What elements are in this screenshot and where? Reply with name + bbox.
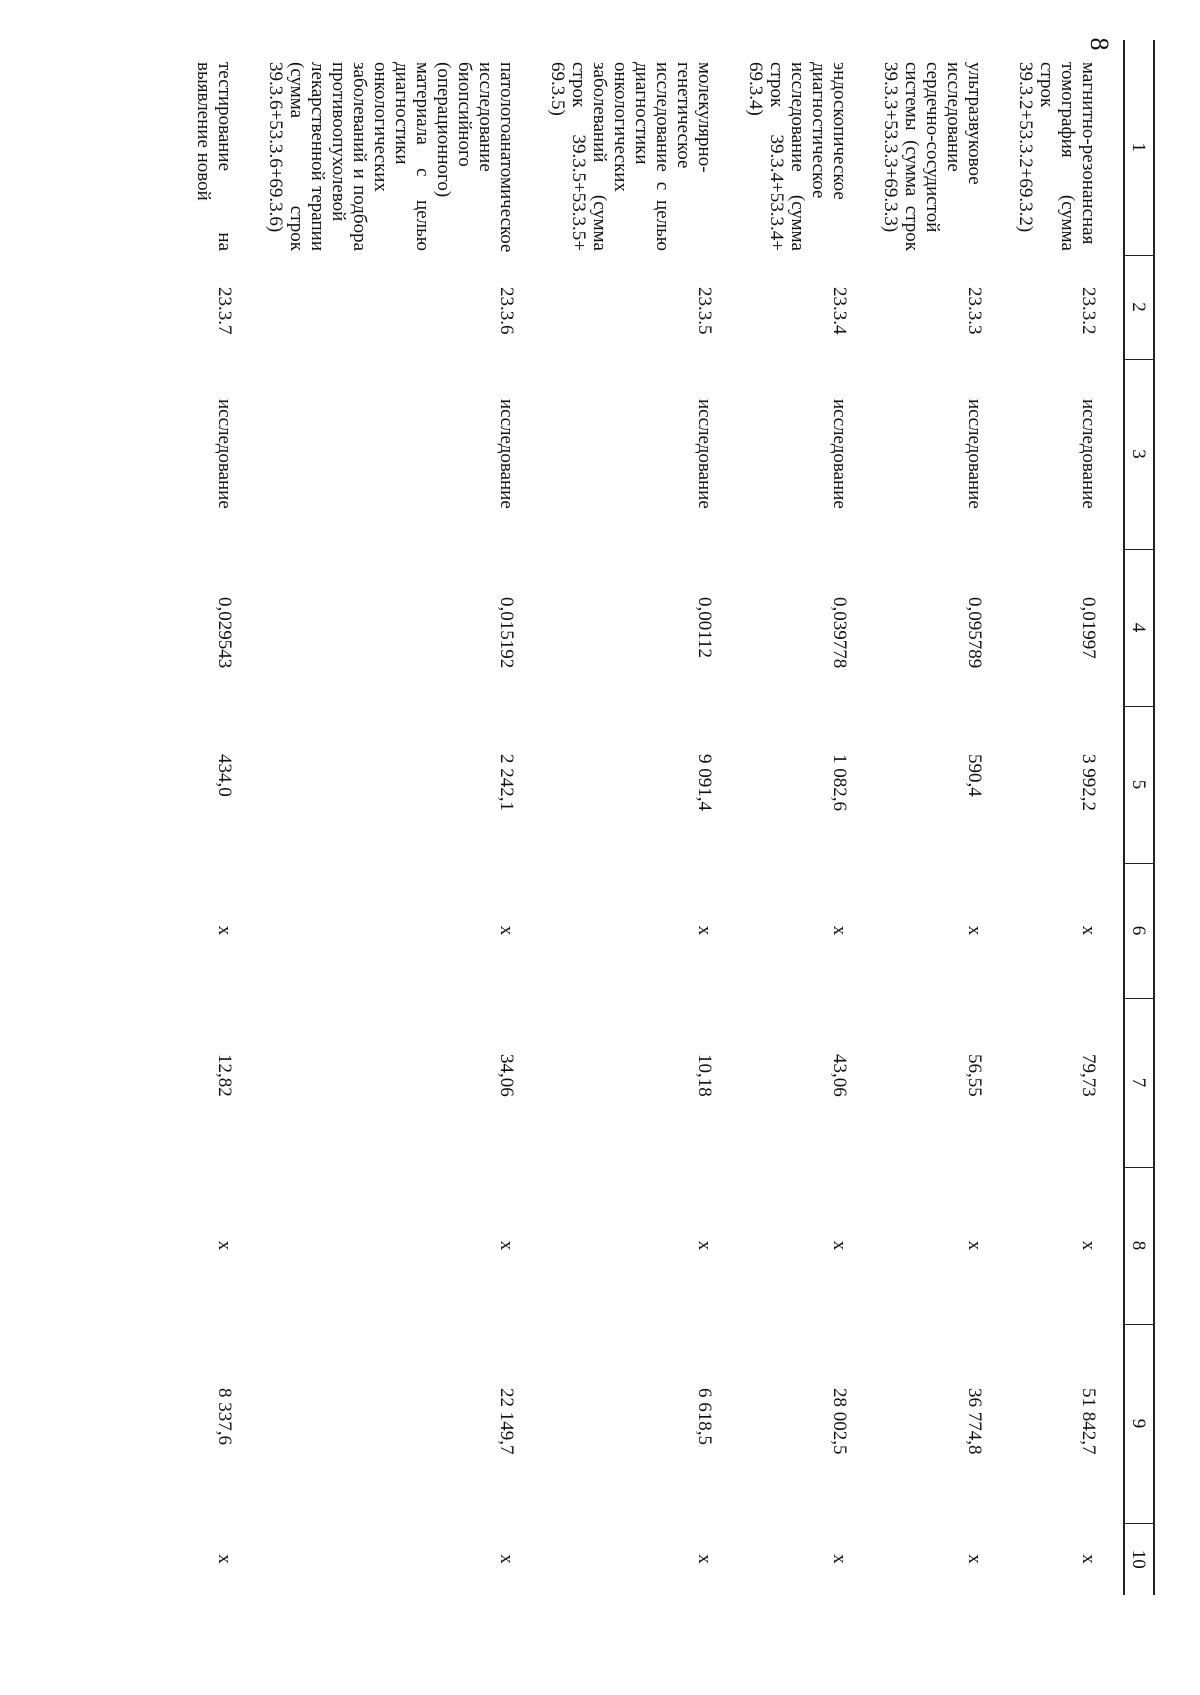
row-cell-col5: 9 091,4	[694, 754, 715, 811]
row-cell-col10: х	[1078, 1554, 1099, 1564]
header-cell: 7	[1124, 998, 1154, 1167]
row-name-cell: магнитно-резонансная томография (сумма строк 39.3.2+53.3.2+69.3.2)	[1015, 62, 1099, 251]
table-row	[1009, 40, 1124, 1595]
row-cell-col9: 22 149,7	[496, 1388, 517, 1455]
header-cell: 10	[1124, 1523, 1154, 1595]
row-unit-cell: исследование	[496, 399, 517, 509]
row-name-cell: патологоанатомическое исследование биопсийного (операционного) материала с целью диагностики онкологических заболеваний и подбора противоопухолевой лекарственной терапии (сумма строк 39.3.6+53.3.6+69.3.6)	[265, 62, 517, 253]
header-cell: 8	[1124, 1167, 1154, 1324]
row-cell-col8: х	[964, 1240, 985, 1251]
row-cell-col10: х	[964, 1554, 985, 1564]
row-unit-cell: исследование	[214, 399, 235, 509]
row-unit-cell: исследование	[694, 399, 715, 509]
row-unit-cell: исследование	[964, 399, 985, 509]
row-name-cell: ультразвуковое исследование сердечно-сосудистой системы (сумма строк 39.3.3+53.3.3+69.3.3)	[880, 62, 985, 251]
row-cell-col9: 6 618,5	[694, 1388, 715, 1445]
header-cell: 3	[1124, 359, 1154, 549]
row-cell-col5: 3 992,2	[1078, 754, 1099, 811]
row-cell-col5: 590,4	[964, 754, 985, 797]
row-cell-col4: 0,00112	[694, 597, 715, 659]
rotated-page-content	[135, 37, 1155, 1595]
row-cell-col10: х	[829, 1554, 850, 1564]
row-cell-col8: х	[694, 1240, 715, 1251]
data-table	[185, 37, 1155, 1595]
row-cell-col7: 56,55	[964, 1054, 985, 1097]
row-cell-col6: х	[694, 925, 715, 936]
row-cell-col10: х	[694, 1554, 715, 1564]
row-code-cell: 23.3.6	[496, 287, 517, 335]
row-code-cell: 23.3.2	[1078, 287, 1099, 335]
table-row	[541, 40, 739, 1595]
table-row	[739, 40, 874, 1595]
row-cell-col4: 0,039778	[829, 597, 850, 669]
row-cell-col4: 0,015192	[496, 597, 517, 669]
row-cell-col9: 36 774,8	[964, 1388, 985, 1455]
header-cell: 1	[1124, 40, 1154, 255]
header-cell: 4	[1124, 549, 1154, 706]
row-unit-cell: исследование	[1078, 399, 1099, 509]
table-row	[185, 40, 259, 1595]
row-cell-col10: х	[214, 1554, 235, 1564]
row-cell-col9: 28 002,5	[829, 1388, 850, 1455]
page-number: 8	[1085, 37, 1114, 51]
header-cell: 6	[1124, 863, 1154, 998]
row-cell-col8: х	[496, 1240, 517, 1251]
table-row	[874, 40, 1009, 1595]
row-cell-col7: 10,18	[694, 1054, 715, 1097]
row-cell-col7: 79,73	[1078, 1054, 1099, 1097]
row-cell-col5: 1 082,6	[829, 754, 850, 811]
header-cell: 5	[1124, 706, 1154, 863]
header-cell: 2	[1124, 255, 1154, 359]
table-row	[259, 40, 541, 1595]
row-cell-col7: 34,06	[496, 1054, 517, 1097]
row-cell-col8: х	[829, 1240, 850, 1251]
row-cell-col6: х	[829, 925, 850, 936]
row-code-cell: 23.3.3	[964, 287, 985, 335]
row-cell-col4: 0,095789	[964, 597, 985, 669]
row-code-cell: 23.3.7	[214, 287, 235, 335]
row-cell-col9: 51 842,7	[1078, 1388, 1099, 1455]
row-name-cell: эндоскопическое диагностическое исследование (сумма строк 39.3.4+53.3.4+ 69.3.4)	[745, 62, 850, 251]
header-cell: 9	[1124, 1324, 1154, 1523]
row-code-cell: 23.3.5	[694, 287, 715, 335]
row-cell-col10: х	[496, 1554, 517, 1564]
row-code-cell: 23.3.4	[829, 287, 850, 335]
row-cell-col9: 8 337,6	[214, 1388, 235, 1445]
row-cell-col6: х	[1078, 925, 1099, 936]
row-cell-col6: х	[214, 925, 235, 936]
row-cell-col8: х	[1078, 1240, 1099, 1251]
row-cell-col5: 2 242,1	[496, 754, 517, 811]
row-name-cell: молекулярно-генетическое исследование с целью диагностики онкологических заболеваний (сумма строк 39.3.5+53.3.5+ 69.3.5)	[547, 62, 715, 251]
row-cell-col7: 12,82	[214, 1054, 235, 1097]
row-name-cell: тестирование на выявление новой	[193, 62, 235, 251]
row-cell-col4: 0,01997	[1078, 597, 1099, 659]
table-header-row	[1124, 40, 1154, 1595]
row-cell-col7: 43,06	[829, 1054, 850, 1097]
row-cell-col6: х	[964, 925, 985, 936]
row-unit-cell: исследование	[829, 399, 850, 509]
row-cell-col5: 434,0	[214, 754, 235, 797]
row-cell-col4: 0,029543	[214, 597, 235, 669]
row-cell-col8: х	[214, 1240, 235, 1251]
row-cell-col6: х	[496, 925, 517, 936]
